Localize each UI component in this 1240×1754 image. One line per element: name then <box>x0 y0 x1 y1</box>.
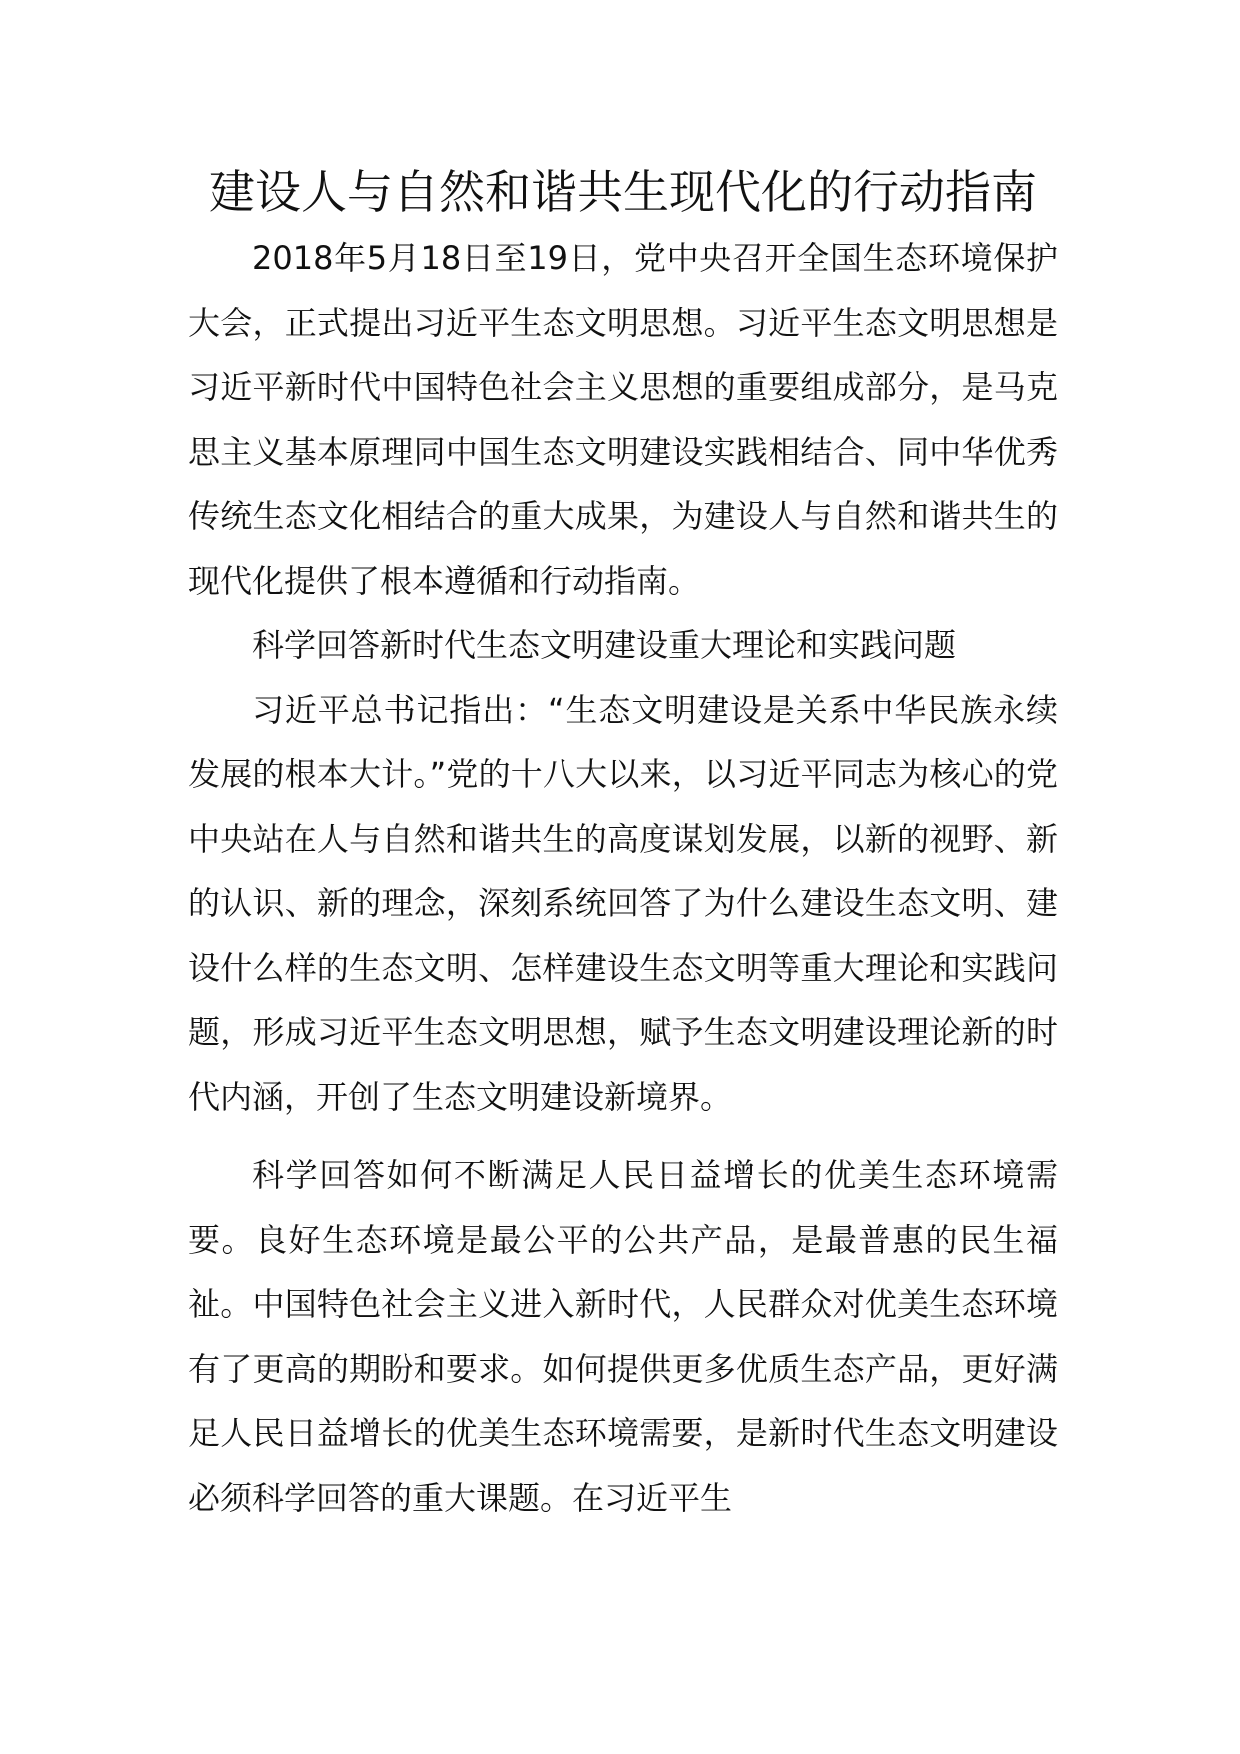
paragraph-body-2: 科学回答如何不断满足人民日益增长的优美生态环境需要。良好生态环境是最公平的公共产品，是最普惠的民生福祉。中国特色社会主义进入新时代，人民群众对优美生态环境有了更高的期盼和要求。如何提供更多优质生态产品，更好满足人民日益增长的优美生态环境需要，是新时代生态文明建设必须科学回答的重大课题。在习近平生 <box>188 1156 1058 1517</box>
document-title: 建设人与自然和谐共生现代化的行动指南 <box>209 165 1037 219</box>
paragraph-intro: 2018年5月18日至19日，党中央召开全国生态环境保护大会，正式提出习近平生态文明思想。习近平生态文明思想是习近平新时代中国特色社会主义思想的重要组成部分，是马克思主义基本原理同中国生态文明建设实践相结合、同中华优秀传统生态文化相结合的重大成果，为建设人与自然和谐共生的现代化提供了根本遵循和行动指南。 <box>188 239 1058 600</box>
paragraph-body-1: 习近平总书记指出：“生态文明建设是关系中华民族永续发展的根本大计。”党的十八大以来，以习近平同志为核心的党中央站在人与自然和谐共生的高度谋划发展，以新的视野、新的认识、新的理念，深刻系统回答了为什么建设生态文明、建设什么样的生态文明、怎样建设生态文明等重大理论和实践问题，形成习近平生态文明思想，赋予生态文明建设理论新的时代内涵，开创了生态文明建设新境界。 <box>188 690 1058 1116</box>
section-heading: 科学回答新时代生态文明建设重大理论和实践问题 <box>252 626 957 664</box>
document-page <box>188 160 1058 1530</box>
